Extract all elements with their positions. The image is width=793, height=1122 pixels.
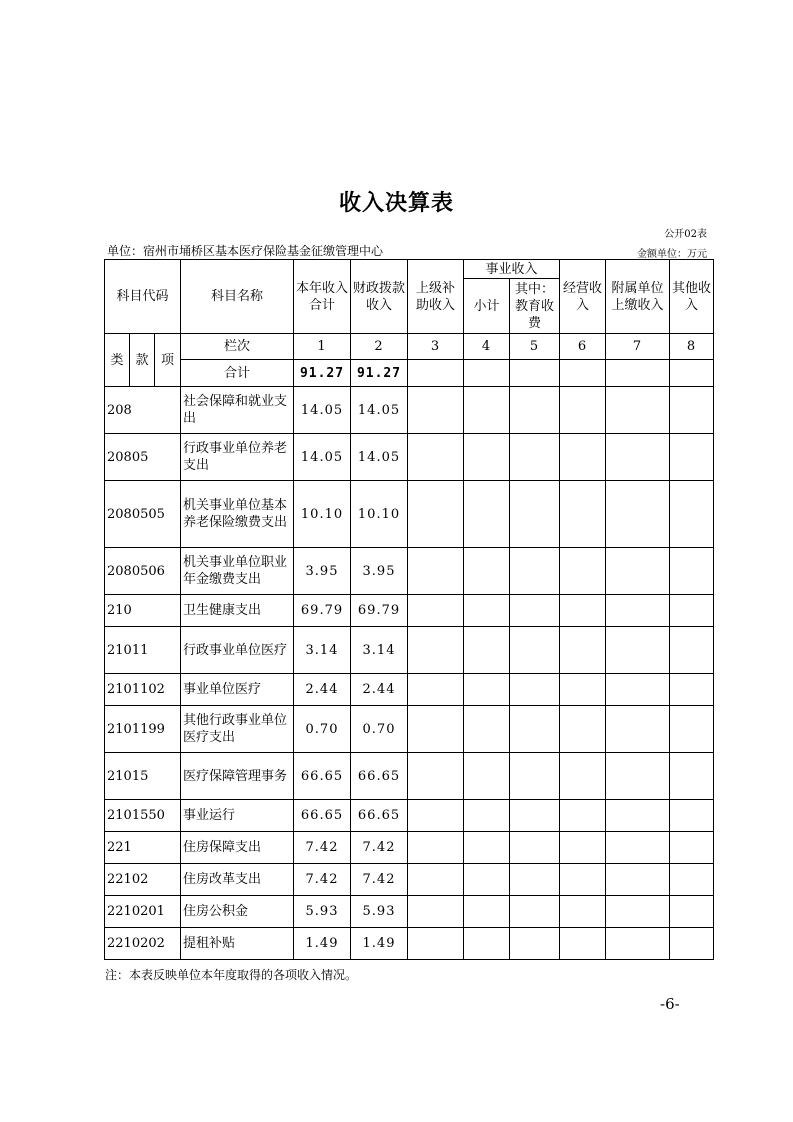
subject-code: 2101199 (105, 706, 181, 753)
empty-cell (560, 674, 606, 706)
subject-code: 2101550 (105, 800, 181, 832)
header-superior: 上级补助收入 (408, 260, 464, 334)
subject-name: 住房公积金 (181, 896, 294, 928)
empty-cell (560, 595, 606, 627)
empty-cell (408, 928, 464, 960)
empty-cell (606, 481, 670, 548)
empty-cell (606, 753, 670, 800)
fiscal-value: 7.42 (351, 832, 408, 864)
subject-code: 2101102 (105, 674, 181, 706)
header-lei: 类 (105, 334, 130, 387)
subject-code: 2080505 (105, 481, 181, 548)
empty-cell (606, 595, 670, 627)
empty-cell (560, 864, 606, 896)
col-num: 7 (606, 334, 670, 360)
subject-name: 事业单位医疗 (181, 674, 294, 706)
subject-code: 208 (105, 387, 181, 434)
empty-cell (670, 434, 714, 481)
empty-cell (560, 548, 606, 595)
total-income-value: 2.44 (294, 674, 351, 706)
empty-cell (606, 674, 670, 706)
empty-cell (464, 387, 510, 434)
empty-cell (408, 548, 464, 595)
total-income-value: 5.93 (294, 896, 351, 928)
empty-cell (464, 548, 510, 595)
subject-code: 2210202 (105, 928, 181, 960)
empty-cell (560, 434, 606, 481)
fiscal-value: 2.44 (351, 674, 408, 706)
empty-cell (510, 864, 560, 896)
fiscal-value: 5.93 (351, 896, 408, 928)
empty-cell (408, 706, 464, 753)
table-row (105, 928, 714, 960)
empty-cell (670, 800, 714, 832)
empty-cell (560, 627, 606, 674)
empty-cell (408, 595, 464, 627)
empty-cell (510, 832, 560, 864)
empty-cell (464, 434, 510, 481)
subject-name: 医疗保障管理事务 (181, 753, 294, 800)
total-fiscal-value: 91.27 (351, 360, 408, 387)
empty-cell (510, 800, 560, 832)
empty-cell (606, 627, 670, 674)
empty-cell (670, 481, 714, 548)
subject-code: 21011 (105, 627, 181, 674)
col-num: 5 (510, 334, 560, 360)
total-income-value: 91.27 (294, 360, 351, 387)
table-row (105, 387, 714, 434)
header-operating: 经营收入 (560, 260, 606, 334)
empty-cell (510, 896, 560, 928)
header-business: 事业收入 (464, 260, 560, 279)
empty-cell (408, 434, 464, 481)
empty-cell (510, 674, 560, 706)
subject-name: 其他行政事业单位医疗支出 (181, 706, 294, 753)
table-row (105, 896, 714, 928)
form-code: 公开02表 (664, 229, 707, 240)
table-row (105, 706, 714, 753)
empty-cell (408, 832, 464, 864)
subject-code: 2080506 (105, 548, 181, 595)
subject-name: 社会保障和就业支出 (181, 387, 294, 434)
empty-cell (510, 481, 560, 548)
empty-cell (606, 548, 670, 595)
empty-cell (510, 595, 560, 627)
table-row (105, 800, 714, 832)
empty-cell (464, 706, 510, 753)
empty-cell (670, 595, 714, 627)
empty-cell (464, 481, 510, 548)
empty-cell (464, 864, 510, 896)
fiscal-value: 66.65 (351, 800, 408, 832)
header-affiliate: 附属单位上缴收入 (606, 260, 670, 334)
empty-cell (408, 896, 464, 928)
header-subject-name: 科目名称 (181, 260, 294, 334)
table-row (105, 595, 714, 627)
empty-cell (670, 387, 714, 434)
empty-cell (560, 928, 606, 960)
table-row (105, 627, 714, 674)
fiscal-value: 66.65 (351, 753, 408, 800)
fiscal-value: 7.42 (351, 864, 408, 896)
total-label: 合计 (181, 360, 294, 387)
fiscal-value: 14.05 (351, 434, 408, 481)
empty-cell (510, 548, 560, 595)
subject-name: 事业运行 (181, 800, 294, 832)
empty-cell (408, 481, 464, 548)
empty-cell (670, 896, 714, 928)
empty-cell (464, 832, 510, 864)
header-xiang: 项 (155, 334, 181, 387)
total-income-value: 3.95 (294, 548, 351, 595)
subject-code: 22102 (105, 864, 181, 896)
empty-cell (670, 627, 714, 674)
fiscal-value: 3.95 (351, 548, 408, 595)
empty-cell (510, 387, 560, 434)
empty-cell (510, 706, 560, 753)
fiscal-value: 14.05 (351, 387, 408, 434)
fiscal-value: 0.70 (351, 706, 408, 753)
subject-name: 机关事业单位职业年金缴费支出 (181, 548, 294, 595)
amount-unit: 金额单位：万元 (637, 249, 707, 260)
empty-cell (670, 928, 714, 960)
income-table (104, 259, 714, 960)
empty-cell (606, 387, 670, 434)
total-income-value: 1.49 (294, 928, 351, 960)
empty-cell (464, 928, 510, 960)
data-rows (105, 387, 714, 960)
fiscal-value: 3.14 (351, 627, 408, 674)
header-kuan: 款 (130, 334, 155, 387)
empty-cell (560, 896, 606, 928)
empty-cell (560, 753, 606, 800)
page-number: -6- (660, 995, 680, 1013)
empty-cell (606, 832, 670, 864)
col-num: 6 (560, 334, 606, 360)
empty-cell (560, 481, 606, 548)
empty-cell (606, 434, 670, 481)
subject-code: 20805 (105, 434, 181, 481)
col-num: 4 (464, 334, 510, 360)
empty-cell (560, 706, 606, 753)
col-num: 2 (351, 334, 408, 360)
total-income-value: 7.42 (294, 864, 351, 896)
empty-cell (606, 800, 670, 832)
unit-label: 单位：宿州市埇桥区基本医疗保险基金征缴管理中心 (107, 244, 384, 258)
table-row (105, 864, 714, 896)
fiscal-value: 10.10 (351, 481, 408, 548)
subject-code: 2210201 (105, 896, 181, 928)
empty-cell (560, 800, 606, 832)
empty-cell (560, 832, 606, 864)
table-row (105, 832, 714, 864)
total-income-value: 3.14 (294, 627, 351, 674)
header-column-label: 栏次 (181, 334, 294, 360)
subject-code: 21015 (105, 753, 181, 800)
page-title: 收入决算表 (338, 191, 454, 216)
empty-cell (464, 627, 510, 674)
header-fiscal: 财政拨款收入 (351, 260, 408, 334)
empty-cell (510, 434, 560, 481)
empty-cell (670, 674, 714, 706)
subject-code: 221 (105, 832, 181, 864)
total-income-value: 14.05 (294, 387, 351, 434)
total-income-value: 14.05 (294, 434, 351, 481)
fiscal-value: 1.49 (351, 928, 408, 960)
header-subtotal: 小计 (464, 279, 510, 334)
empty-cell (408, 387, 464, 434)
empty-cell (408, 753, 464, 800)
footnote: 注：本表反映单位本年度取得的各项收入情况。 (105, 968, 358, 982)
header-other: 其他收入 (670, 260, 714, 334)
empty-cell (408, 800, 464, 832)
table-row (105, 753, 714, 800)
empty-cell (606, 896, 670, 928)
empty-cell (670, 832, 714, 864)
empty-cell (606, 706, 670, 753)
empty-cell (408, 674, 464, 706)
table-row (105, 434, 714, 481)
empty-cell (606, 864, 670, 896)
empty-cell (510, 928, 560, 960)
total-income-value: 69.79 (294, 595, 351, 627)
empty-cell (464, 674, 510, 706)
col-num: 1 (294, 334, 351, 360)
subject-code: 210 (105, 595, 181, 627)
subject-name: 卫生健康支出 (181, 595, 294, 627)
empty-cell (464, 896, 510, 928)
total-income-value: 66.65 (294, 800, 351, 832)
subject-name: 行政事业单位医疗 (181, 627, 294, 674)
empty-cell (464, 753, 510, 800)
col-num: 8 (670, 334, 714, 360)
empty-cell (464, 800, 510, 832)
table-row (105, 674, 714, 706)
subject-name: 提租补贴 (181, 928, 294, 960)
total-income-value: 66.65 (294, 753, 351, 800)
empty-cell (464, 595, 510, 627)
subject-name: 住房改革支出 (181, 864, 294, 896)
col-num: 3 (408, 334, 464, 360)
empty-cell (510, 627, 560, 674)
empty-cell (510, 753, 560, 800)
empty-cell (670, 753, 714, 800)
total-income-value: 10.10 (294, 481, 351, 548)
total-income-value: 0.70 (294, 706, 351, 753)
subject-name: 机关事业单位基本养老保险缴费支出 (181, 481, 294, 548)
table-row (105, 548, 714, 595)
subject-name: 住房保障支出 (181, 832, 294, 864)
fiscal-value: 69.79 (351, 595, 408, 627)
subject-name: 行政事业单位养老支出 (181, 434, 294, 481)
header-education: 其中：教育收费 (510, 279, 560, 334)
total-income-value: 7.42 (294, 832, 351, 864)
empty-cell (606, 928, 670, 960)
empty-cell (560, 387, 606, 434)
empty-cell (670, 706, 714, 753)
empty-cell (408, 864, 464, 896)
empty-cell (408, 627, 464, 674)
table-row (105, 481, 714, 548)
empty-cell (670, 864, 714, 896)
header-subject-code: 科目代码 (105, 260, 181, 334)
header-total-income: 本年收入合计 (294, 260, 351, 334)
empty-cell (670, 548, 714, 595)
